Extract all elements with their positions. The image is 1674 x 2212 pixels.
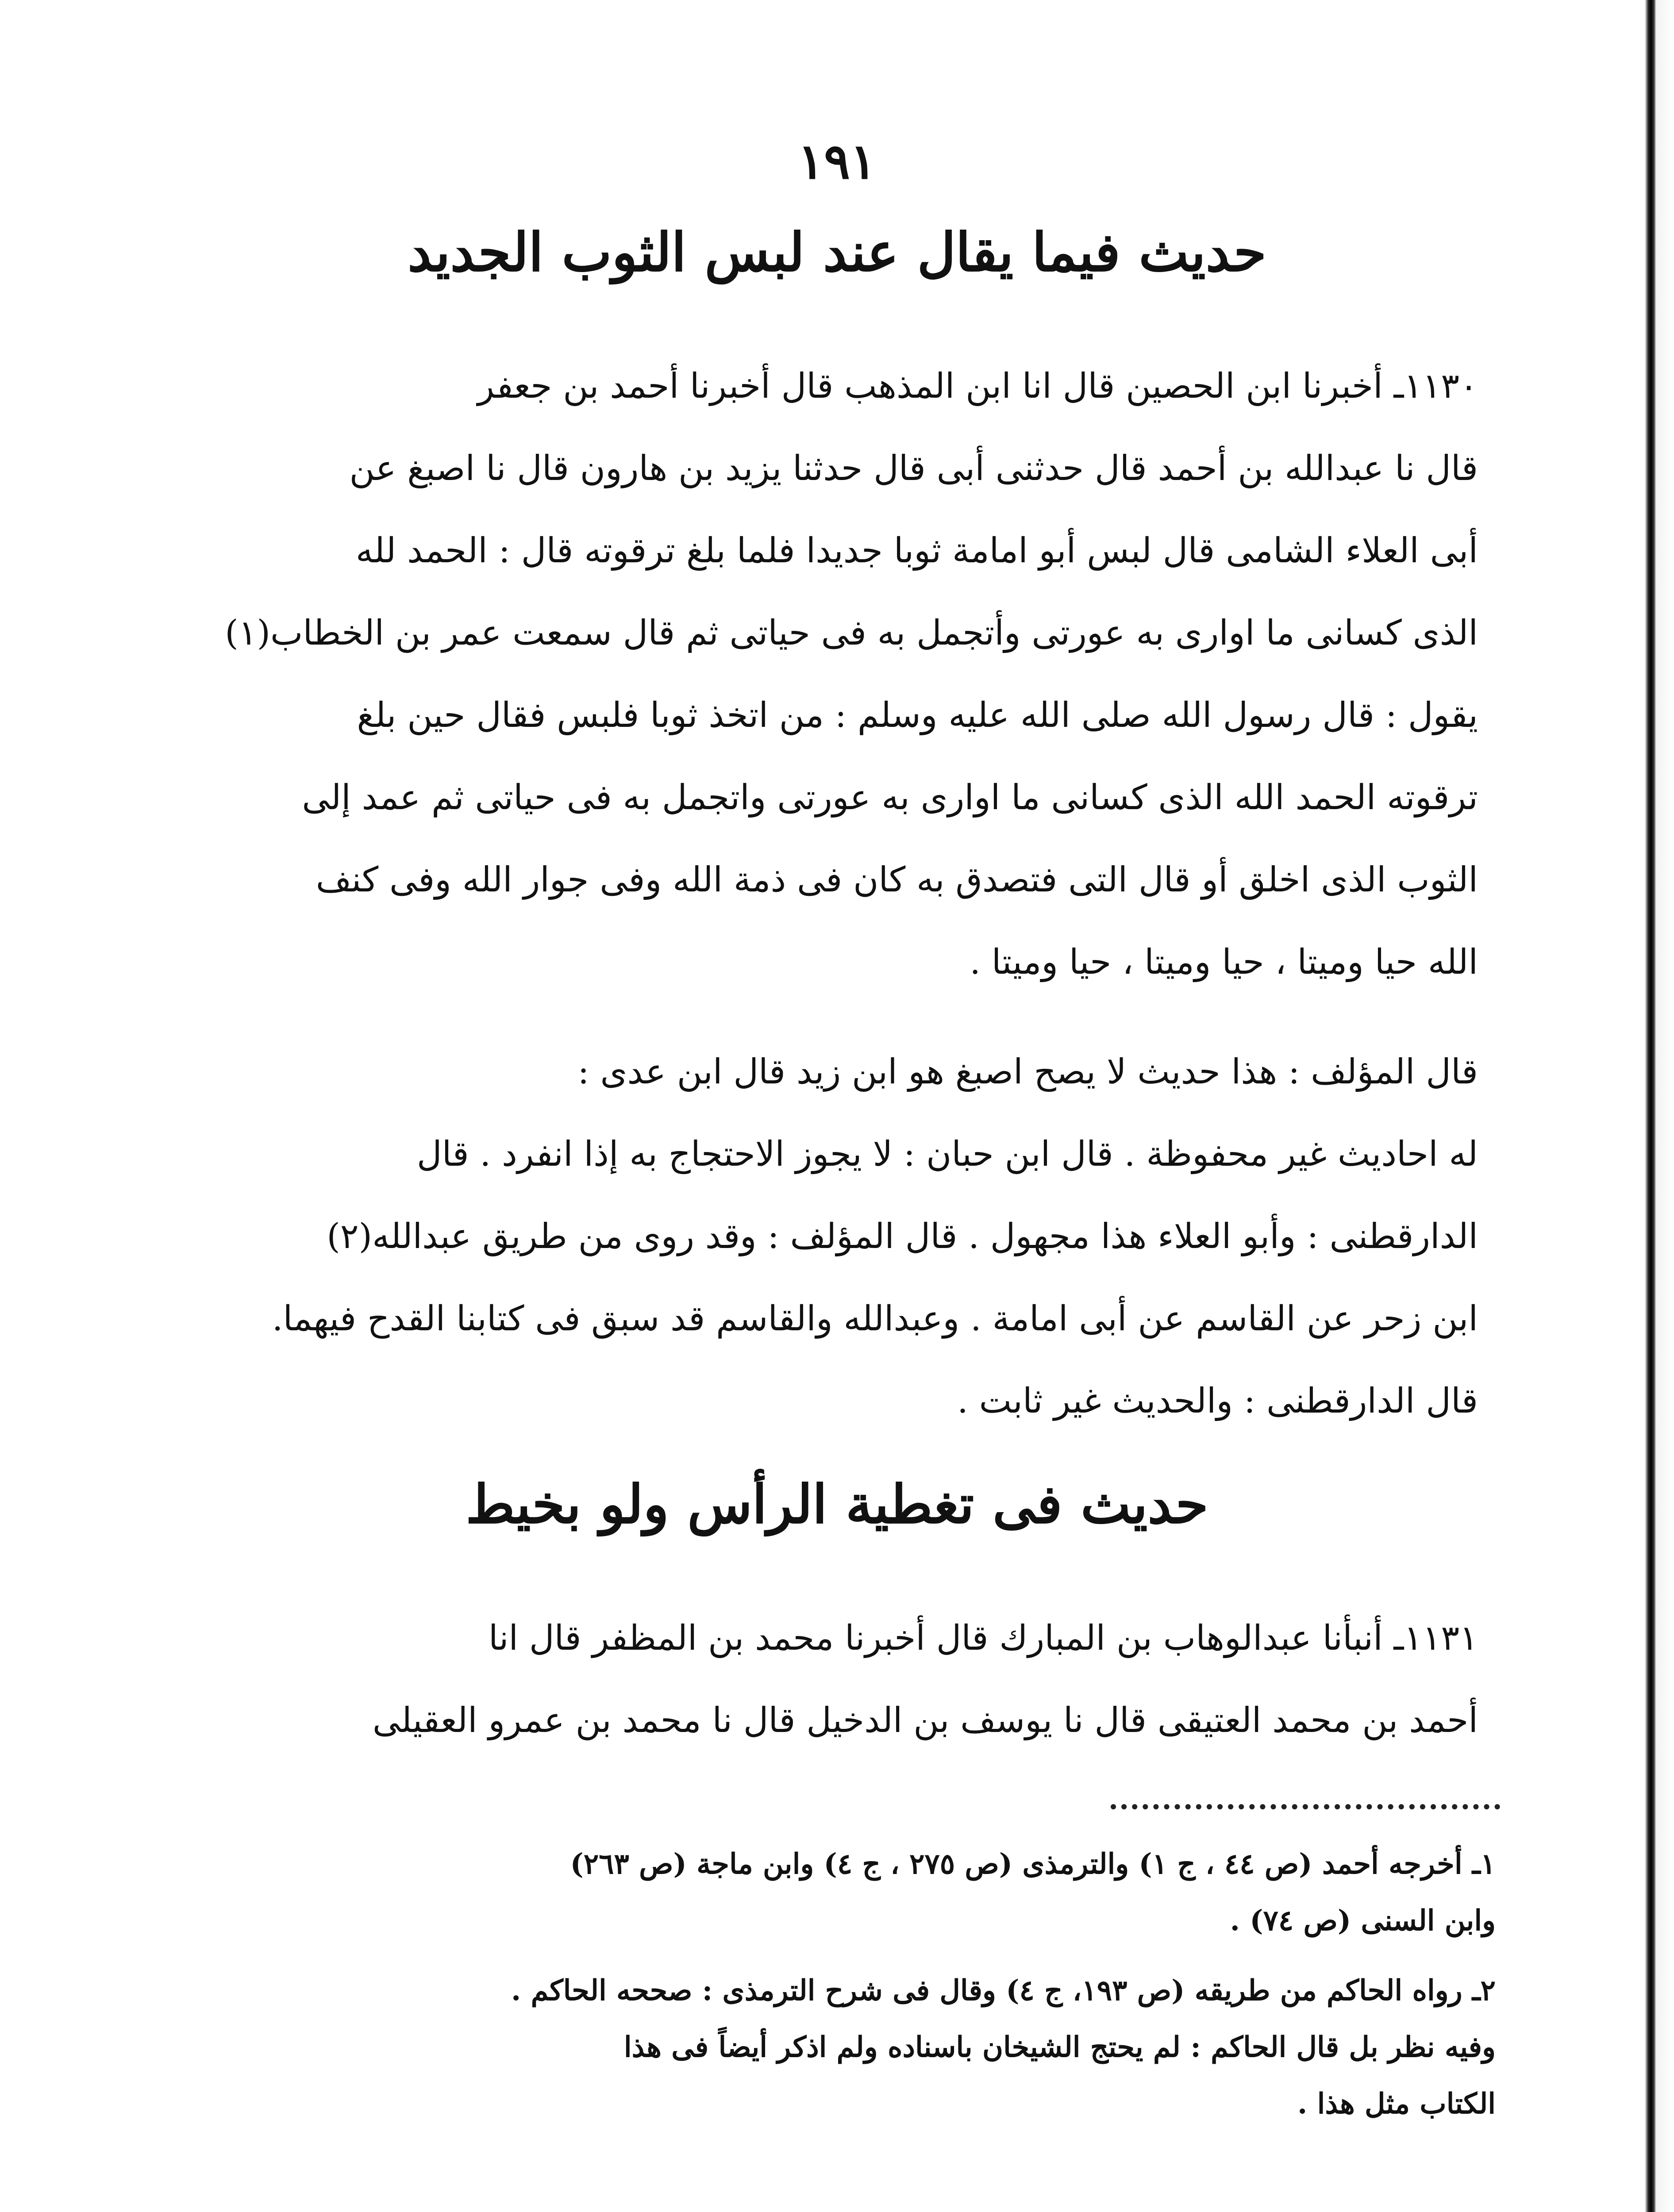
- text-line: ابن زحر عن القاسم عن أبى امامة . وعبدالله والقاسم قد سبق فى كتابنا القدح فيهما.: [272, 1299, 1478, 1339]
- binding-edge: [1645, 0, 1656, 2212]
- text-line: يقول : قال رسول الله صلى الله عليه وسلم : من اتخذ ثوبا فلبس فقال حين بلغ: [357, 695, 1478, 735]
- text-line: الذى كسانى ما اوارى به عورتى وأتجمل به فى حياتى ثم قال سمعت عمر بن الخطاب(١): [225, 613, 1478, 653]
- page-number: ١٩١: [797, 133, 877, 190]
- footnote-2: [168, 1962, 1496, 2132]
- text-line: ١١٣٠ـ أخبرنا ابن الحصين قال انا ابن المذهب قال أخبرنا أحمد بن جعفر: [477, 366, 1478, 406]
- text-line: قال المؤلف : هذا حديث لا يصح اصبغ هو ابن زيد قال ابن عدى :: [577, 1052, 1478, 1092]
- footnote-separator: [1111, 1804, 1500, 1809]
- text-line: قال الدارقطنى : والحديث غير ثابت .: [957, 1381, 1478, 1421]
- footnote-line: الكتاب مثل هذا .: [1297, 2087, 1496, 2120]
- section-heading-1: حديث فيما يقال عند لبس الثوب الجديد: [408, 221, 1266, 284]
- footnotes: [168, 1836, 1496, 2132]
- text-line: أحمد بن محمد العتيقى قال نا يوسف بن الدخيل قال نا محمد بن عمرو العقيلى: [372, 1701, 1478, 1740]
- text-line: قال نا عبدالله بن أحمد قال حدثنى أبى قال حدثنا يزيد بن هارون قال نا اصبغ عن: [349, 449, 1478, 488]
- section-heading-2: حديث فى تغطية الرأس ولو بخيط: [466, 1473, 1208, 1536]
- footnote-1: [168, 1836, 1496, 1949]
- text-line: الثوب الذى اخلق أو قال التى فتصدق به كان فى ذمة الله وفى جوار الله وفى كنف: [316, 860, 1478, 900]
- hadith-1131-paragraph: [168, 1597, 1478, 1762]
- footnote-line: ١ـ أخرجه أحمد (ص ٤٤ ، ج ١) والترمذى (ص ٢٧٥ ، ج ٤) وابن ماجة (ص ٢٦٣): [570, 1847, 1496, 1881]
- footnote-line: وفيه نظر بل قال الحاكم : لم يحتج الشيخان باسناده ولم اذكر أيضاً فى هذا: [623, 2031, 1496, 2064]
- text-line: الله حيا وميتا ، حيا وميتا ، حيا وميتا .: [970, 942, 1478, 982]
- text-line: الدارقطنى : وأبو العلاء هذا مجهول . قال المؤلف : وقد روى من طريق عبدالله(٢): [327, 1217, 1478, 1256]
- text-line: ترقوته الحمد الله الذى كسانى ما اوارى به عورتى واتجمل به فى حياتى ثم عمد إلى: [302, 778, 1478, 818]
- author-commentary-paragraph: [168, 1031, 1478, 1442]
- hadith-1130-paragraph: [168, 345, 1478, 1003]
- text-line: له احاديث غير محفوظة . قال ابن حبان : لا يجوز الاحتجاج به إذا انفرد . قال: [416, 1134, 1478, 1174]
- page-edge-shadow: [1656, 0, 1674, 2212]
- footnote-line: ٢ـ رواه الحاكم من طريقه (ص ١٩٣، ج ٤) وقال فى شرح الترمذى : صححه الحاكم .: [511, 1974, 1496, 2007]
- text-line: أبى العلاء الشامى قال لبس أبو امامة ثوبا جديدا فلما بلغ ترقوته قال : الحمد لله: [355, 531, 1478, 571]
- footnote-line: وابن السنى (ص ٧٤) .: [1230, 1904, 1496, 1937]
- text-line: ١١٣١ـ أنبأنا عبدالوهاب بن المبارك قال أخبرنا محمد بن المظفر قال انا: [488, 1618, 1478, 1658]
